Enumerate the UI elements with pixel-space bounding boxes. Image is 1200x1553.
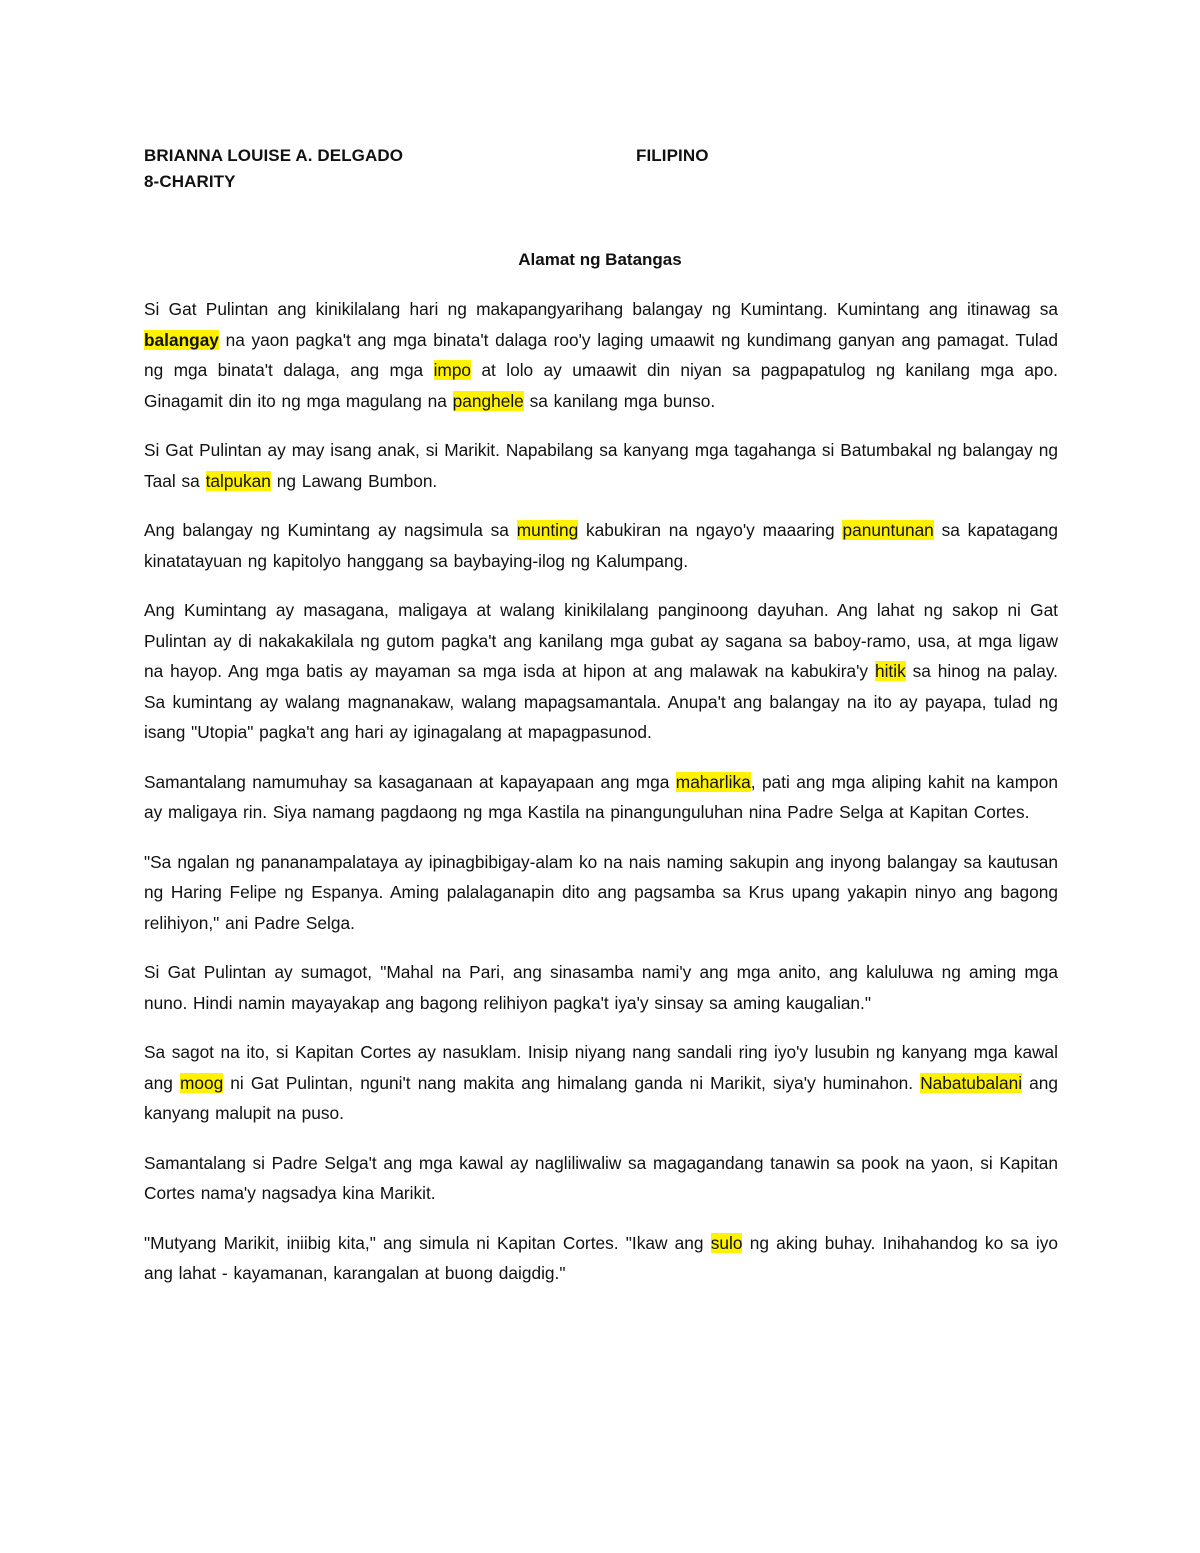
paragraph-5: [144, 767, 1058, 828]
paragraph-text: ang kanyang malupit na puso.: [144, 1072, 1058, 1123]
paragraph-text: Si Gat Pulintan ay may isang anak, si Marikit. Napabilang sa kanyang mga tagahanga si Batumbakal ng balangay ng Taal sa: [144, 440, 1058, 491]
document-title: Alamat ng Batangas: [518, 250, 682, 269]
paragraph-8: [144, 1037, 1058, 1129]
paragraph-text: ng Lawang Bumbon.: [270, 470, 438, 491]
paragraph-text: kabukiran na ngayo'y maaaring: [578, 520, 843, 540]
highlighted-word: talpukan: [205, 470, 271, 491]
paragraph-1: [144, 294, 1058, 416]
highlighted-word: balangay: [144, 329, 219, 350]
paragraph-6: [144, 847, 1058, 939]
paragraph-text: ng aking buhay. Inihahandog ko sa iyo ang lahat - kayamanan, karangalan at buong daigdig.": [144, 1232, 1058, 1283]
highlighted-word: panuntunan: [842, 520, 934, 540]
paragraph-text: Samantalang namumuhay sa kasaganaan at kapayapaan ang mga: [144, 771, 676, 792]
paragraph-text: na yaon pagka't ang mga binata't dalaga roo'y laging umaawit ng kundimang ganyan ang pamagat. Tulad ng mga binata't dalaga, ang mga: [144, 329, 1058, 380]
paragraph-7: [144, 957, 1058, 1018]
highlighted-word: munting: [516, 520, 579, 540]
highlighted-word: hitik: [874, 661, 906, 681]
paragraph-2: [144, 435, 1058, 496]
paragraph-text: "Sa ngalan ng pananampalataya ay ipinagbibigay-alam ko na nais naming sakupin ang inyong balangay sa kautusan ng Haring Felipe ng Espanya. Aming palalaganapin dito ang pagsamba sa Krus upang yakapin ninyo ang bagong relihiyon," ani Padre Selga.: [144, 851, 1058, 933]
paragraph-10: [144, 1228, 1058, 1289]
paragraph-text: Ang Kumintang ay masagana, maligaya at walang kinikilalang panginoong dayuhan. Ang lahat ng sakop ni Gat Pulintan ay di nakakakilala ng gutom pagka't ang kanilang mga gubat ay sagana sa baboy-ramo, usa, at mga ligaw na hayop. Ang mga batis ay mayaman sa mga isda at hipon at ang malawak na kabukira'y: [144, 600, 1058, 681]
highlighted-word: impo: [433, 360, 472, 380]
paragraph-text: , pati ang mga aliping kahit na kampon ay maligaya rin. Siya namang pagdaong ng mga Kastila na pinangunguluhan nina Padre Selga at Kapitan Cortes.: [144, 771, 1058, 822]
paragraph-text: Si Gat Pulintan ang kinikilalang hari ng makapangyarihang balangay ng Kumintang. Kumintang ang itinawag sa: [144, 299, 1058, 319]
paragraph-text: sa kapatagang kinatatayuan ng kapitolyo hanggang sa baybaying-ilog ng Kalumpang.: [144, 520, 1059, 571]
highlighted-word: moog: [179, 1072, 224, 1093]
paragraph-text: sa hinog na palay. Sa kumintang ay walang magnanakaw, walang mapagsamantala. Anupa't ang balangay na ito ay payapa, tulad ng isang "Utopia" pagka't ang hari ay iginagalang at mapagpasunod.: [144, 661, 1058, 742]
paragraph-text: Sa sagot na ito, si Kapitan Cortes ay nasuklam. Inisip niyang nang sandali ring iyo'y lusubin ng kanyang mga kawal ang: [144, 1042, 1058, 1093]
paragraph-text: sa kanilang mga bunso.: [523, 390, 716, 411]
highlighted-word: Nabatubalani: [920, 1072, 1023, 1093]
paragraph-text: ni Gat Pulintan, nguni't nang makita ang himalang ganda ni Marikit, siya'y huminahon.: [223, 1072, 921, 1093]
paragraph-text: Si Gat Pulintan ay sumagot, "Mahal na Pari, ang sinasamba nami'y ang mga anito, ang kaluluwa ng aming mga nuno. Hindi namin mayayakap ang bagong relihiyon pagka't iya'y sinsay sa aming kaugalian.": [144, 962, 1058, 1013]
paragraph-3: [144, 515, 1058, 576]
document-body: [144, 294, 1058, 1308]
paragraph-text: "Mutyang Marikit, iniibig kita," ang simula ni Kapitan Cortes. "Ikaw ang: [144, 1232, 711, 1253]
subject-label: FILIPINO: [636, 146, 709, 165]
paragraph-text: at lolo ay umaawit din niyan sa pagpapatulog ng kanilang mga apo. Ginagamit din ito ng mga magulang na: [144, 360, 1058, 411]
highlighted-word: maharlika: [675, 771, 751, 792]
student-name: BRIANNA LOUISE A. DELGADO: [144, 146, 404, 165]
paragraph-text: Ang balangay ng Kumintang ay nagsimula sa: [144, 520, 517, 540]
section-label: 8-CHARITY: [144, 172, 236, 191]
highlighted-word: panghele: [452, 390, 524, 411]
paragraph-4: [144, 595, 1058, 748]
highlighted-word: sulo: [710, 1232, 743, 1253]
paragraph-9: [144, 1148, 1058, 1209]
paragraph-text: Samantalang si Padre Selga't ang mga kawal ay nagliliwaliw sa magagandang tanawin sa pook na yaon, si Kapitan Cortes nama'y nagsadya kina Marikit.: [144, 1152, 1058, 1203]
